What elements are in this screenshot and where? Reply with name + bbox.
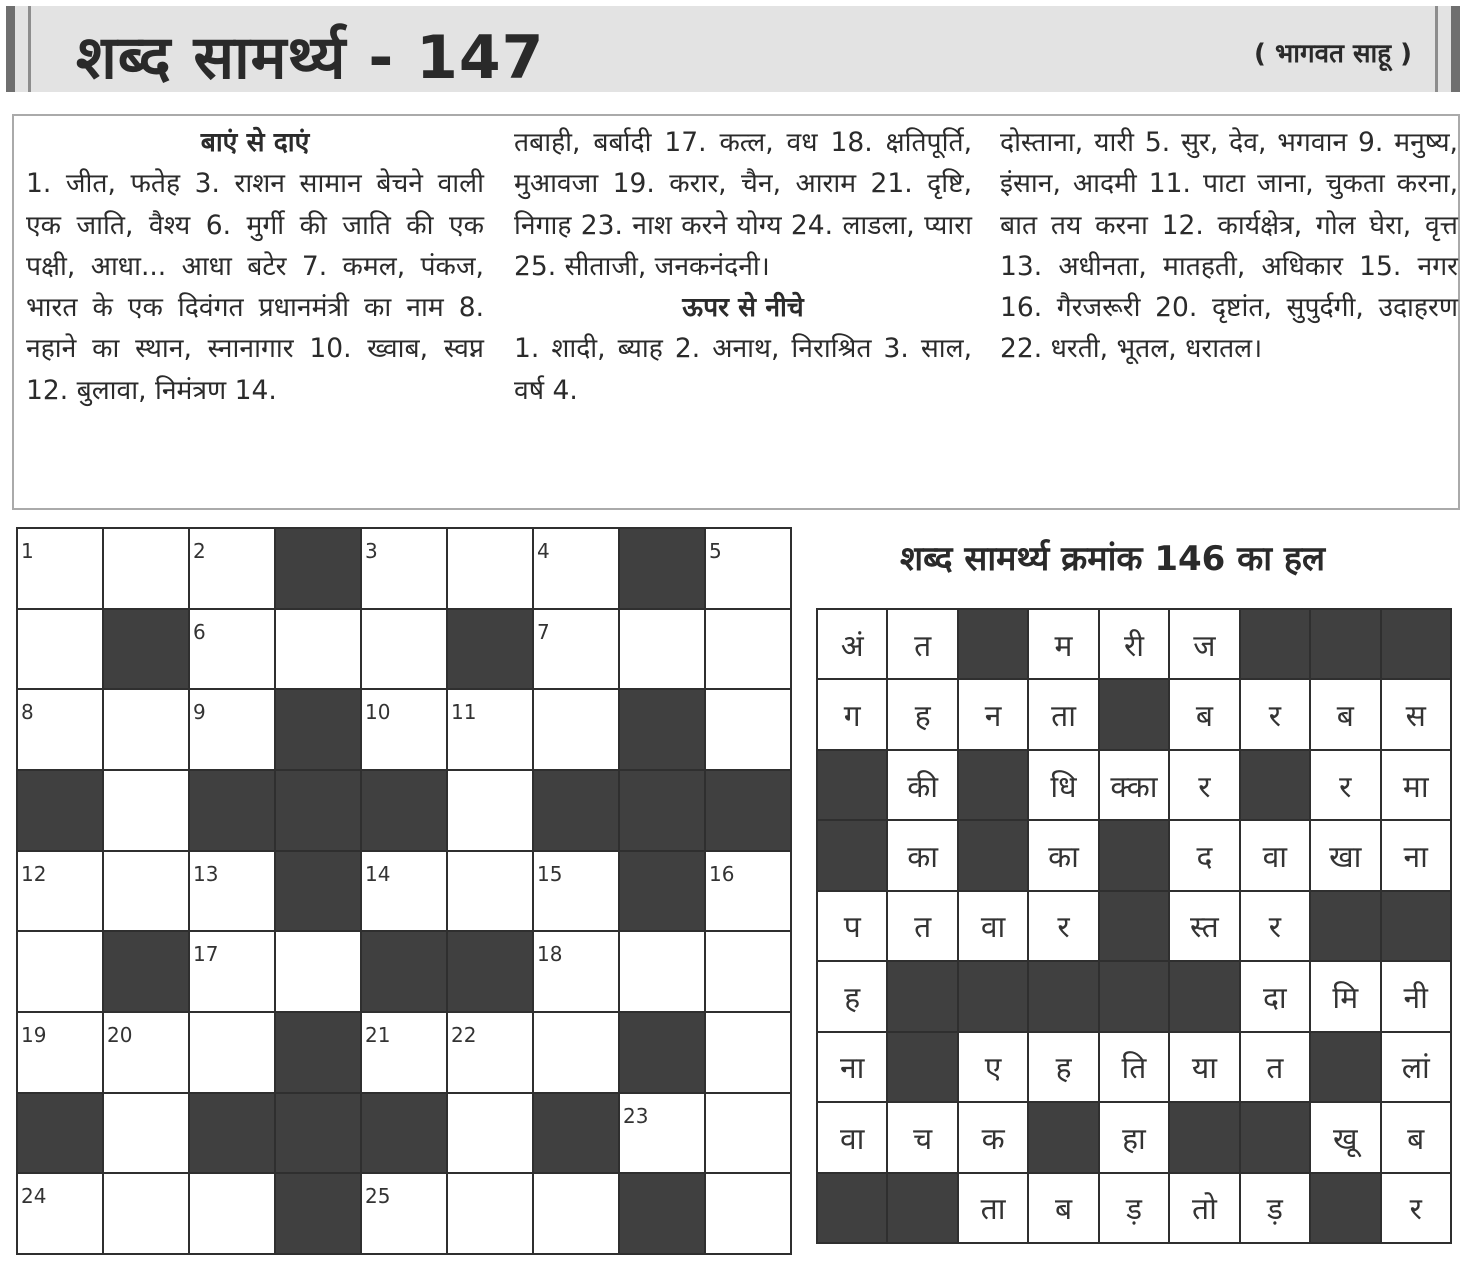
- solution-cell: खा: [1310, 820, 1380, 890]
- solution-cell: ह: [887, 679, 957, 749]
- solution-black-cell: [887, 1032, 957, 1102]
- solution-cell: ना: [817, 1032, 887, 1102]
- grid-cell[interactable]: [705, 1012, 791, 1093]
- clue-number: 23: [623, 1103, 649, 1128]
- header-right-rule: [1435, 6, 1438, 92]
- crossword-grid: [16, 527, 792, 1255]
- solution-black-cell: [817, 1173, 887, 1244]
- solution-cell: त: [1240, 1032, 1310, 1102]
- grid-cell[interactable]: [619, 1093, 705, 1174]
- solution-row: [817, 820, 1451, 890]
- grid-cell[interactable]: [705, 609, 791, 690]
- grid-row: [17, 851, 791, 932]
- solution-black-cell: [1028, 961, 1098, 1031]
- clue-number: 25: [365, 1184, 391, 1209]
- clues-column-1: [26, 122, 484, 411]
- black-cell: [619, 770, 705, 851]
- black-cell: [619, 851, 705, 932]
- solution-cell: वा: [817, 1102, 887, 1172]
- solution-cell: धि: [1028, 750, 1098, 820]
- black-cell: [275, 770, 361, 851]
- solution-cell: र: [1310, 750, 1380, 820]
- solution-row: [817, 891, 1451, 961]
- grid-cell[interactable]: [533, 1012, 619, 1093]
- clue-number: 18: [537, 942, 563, 967]
- grid-cell[interactable]: [189, 931, 275, 1012]
- black-cell: [361, 931, 447, 1012]
- solution-black-cell: [887, 961, 957, 1031]
- grid-cell[interactable]: [17, 851, 103, 932]
- grid-row: [17, 1173, 791, 1254]
- black-cell: [103, 609, 189, 690]
- black-cell: [447, 931, 533, 1012]
- solution-black-cell: [958, 609, 1028, 679]
- solution-cell: की: [887, 750, 957, 820]
- grid-cell[interactable]: [103, 1093, 189, 1174]
- solution-cell: ज: [1169, 609, 1239, 679]
- grid-cell[interactable]: [705, 1093, 791, 1174]
- grid-cell[interactable]: [189, 689, 275, 770]
- header-left-bar: [6, 6, 15, 92]
- solution-title: शब्द सामर्थ्य क्रमांक 146 का हल: [900, 539, 1326, 579]
- black-cell: [17, 1093, 103, 1174]
- grid-cell[interactable]: [275, 931, 361, 1012]
- grid-cell[interactable]: [103, 1173, 189, 1254]
- grid-cell[interactable]: [17, 689, 103, 770]
- solution-row: [817, 750, 1451, 820]
- black-cell: [189, 770, 275, 851]
- solution-black-cell: [958, 750, 1028, 820]
- grid-cell[interactable]: [189, 1173, 275, 1254]
- solution-black-cell: [1099, 820, 1169, 890]
- grid-cell[interactable]: [447, 528, 533, 609]
- grid-row: [17, 609, 791, 690]
- black-cell: [275, 1173, 361, 1254]
- clue-number: 15: [537, 861, 563, 886]
- black-cell: [533, 1093, 619, 1174]
- solution-black-cell: [1381, 891, 1452, 961]
- solution-black-cell: [1169, 961, 1239, 1031]
- solution-grid: [816, 608, 1452, 1244]
- solution-black-cell: [1028, 1102, 1098, 1172]
- grid-row: [17, 770, 791, 851]
- grid-cell[interactable]: [533, 851, 619, 932]
- solution-cell: अं: [817, 609, 887, 679]
- solution-black-cell: [1169, 1102, 1239, 1172]
- solution-black-cell: [1099, 679, 1169, 749]
- black-cell: [103, 931, 189, 1012]
- grid-row: [17, 1093, 791, 1174]
- black-cell: [275, 528, 361, 609]
- solution-cell: ता: [958, 1173, 1028, 1244]
- grid-cell[interactable]: [705, 528, 791, 609]
- solution-cell: ति: [1099, 1032, 1169, 1102]
- grid-cell[interactable]: [619, 609, 705, 690]
- grid-cell[interactable]: [17, 528, 103, 609]
- solution-cell: ड़: [1099, 1173, 1169, 1244]
- down-clues-part-1: 1. शादी, ब्याह 2. अनाथ, निराश्रित 3. साल, वर्ष 4.: [514, 333, 972, 406]
- grid-cell[interactable]: [361, 1173, 447, 1254]
- solution-black-cell: [1381, 609, 1452, 679]
- header-left-rule: [28, 6, 31, 92]
- clue-number: 6: [193, 619, 206, 644]
- clue-number: 16: [709, 861, 735, 886]
- solution-cell: ब: [1310, 679, 1380, 749]
- solution-black-cell: [887, 1173, 957, 1244]
- grid-row: [17, 931, 791, 1012]
- grid-cell[interactable]: [447, 1093, 533, 1174]
- solution-black-cell: [958, 820, 1028, 890]
- clue-number: 5: [709, 539, 722, 563]
- solution-cell: ग: [817, 679, 887, 749]
- solution-row: [817, 609, 1451, 679]
- solution-cell: री: [1099, 609, 1169, 679]
- grid-cell[interactable]: [533, 689, 619, 770]
- grid-cell[interactable]: [361, 851, 447, 932]
- solution-cell: का: [1028, 820, 1098, 890]
- black-cell: [705, 770, 791, 851]
- solution-cell: मि: [1310, 961, 1380, 1031]
- header-right-bar: [1451, 6, 1460, 92]
- grid-cell[interactable]: [533, 931, 619, 1012]
- black-cell: [189, 1093, 275, 1174]
- clue-number: 19: [21, 1022, 47, 1047]
- grid-cell[interactable]: [447, 1173, 533, 1254]
- solution-cell: ड़: [1240, 1173, 1310, 1244]
- grid-cell[interactable]: [189, 609, 275, 690]
- clue-number: 12: [21, 861, 47, 886]
- clue-number: 1: [21, 539, 34, 563]
- solution-cell: वा: [958, 891, 1028, 961]
- solution-black-cell: [1310, 891, 1380, 961]
- solution-cell: र: [1169, 750, 1239, 820]
- grid-cell[interactable]: [533, 1173, 619, 1254]
- black-cell: [17, 770, 103, 851]
- solution-cell: लां: [1381, 1032, 1452, 1102]
- solution-cell: क: [958, 1102, 1028, 1172]
- solution-cell: ब: [1381, 1102, 1452, 1172]
- solution-row: [817, 1173, 1451, 1244]
- solution-cell: नी: [1381, 961, 1452, 1031]
- grid-cell[interactable]: [447, 1012, 533, 1093]
- clues-column-2: [514, 122, 972, 411]
- grid-cell[interactable]: [705, 851, 791, 932]
- solution-black-cell: [817, 820, 887, 890]
- solution-cell: वा: [1240, 820, 1310, 890]
- solution-cell: मा: [1381, 750, 1452, 820]
- solution-cell: त: [887, 609, 957, 679]
- grid-cell[interactable]: [705, 931, 791, 1012]
- grid-cell[interactable]: [103, 851, 189, 932]
- down-heading: ऊपर से नीचे: [682, 292, 804, 324]
- grid-cell[interactable]: [447, 770, 533, 851]
- clue-number: 7: [537, 619, 550, 644]
- clue-number: 2: [193, 539, 206, 563]
- header-banner: [6, 6, 1460, 92]
- solution-cell: तो: [1169, 1173, 1239, 1244]
- solution-cell: म: [1028, 609, 1098, 679]
- solution-cell: स: [1381, 679, 1452, 749]
- grid-row: [17, 1012, 791, 1093]
- clues-box: [12, 114, 1460, 510]
- grid-cell[interactable]: [361, 609, 447, 690]
- solution-cell: र: [1381, 1173, 1452, 1244]
- grid-cell[interactable]: [103, 1012, 189, 1093]
- grid-cell[interactable]: [17, 1173, 103, 1254]
- grid-cell[interactable]: [189, 851, 275, 932]
- solution-black-cell: [1240, 1102, 1310, 1172]
- solution-cell: र: [1028, 891, 1098, 961]
- solution-black-cell: [1099, 891, 1169, 961]
- black-cell: [447, 609, 533, 690]
- grid-cell[interactable]: [17, 609, 103, 690]
- clue-number: 17: [193, 942, 219, 967]
- black-cell: [275, 851, 361, 932]
- solution-black-cell: [1240, 750, 1310, 820]
- grid-cell[interactable]: [361, 689, 447, 770]
- solution-cell: ब: [1169, 679, 1239, 749]
- clue-number: 11: [451, 700, 477, 725]
- page-title: शब्द सामर्थ्य - 147: [76, 23, 545, 93]
- across-heading: बाएं से दाएं: [200, 127, 310, 158]
- grid-cell[interactable]: [189, 528, 275, 609]
- grid-cell[interactable]: [533, 609, 619, 690]
- solution-cell: ना: [1381, 820, 1452, 890]
- solution-row: [817, 1032, 1451, 1102]
- solution-row: [817, 961, 1451, 1031]
- grid-cell[interactable]: [361, 1012, 447, 1093]
- solution-cell: खू: [1310, 1102, 1380, 1172]
- black-cell: [619, 528, 705, 609]
- clue-number: 22: [451, 1022, 477, 1047]
- black-cell: [275, 1012, 361, 1093]
- clues-column-3: [1000, 122, 1458, 370]
- clue-number: 21: [365, 1022, 391, 1047]
- grid-cell[interactable]: [17, 931, 103, 1012]
- grid-cell[interactable]: [533, 528, 619, 609]
- solution-cell: स्त: [1169, 891, 1239, 961]
- grid-cell[interactable]: [447, 689, 533, 770]
- clue-number: 24: [21, 1184, 47, 1209]
- solution-cell: का: [887, 820, 957, 890]
- solution-cell: ह: [1028, 1032, 1098, 1102]
- solution-black-cell: [1099, 961, 1169, 1031]
- grid-cell[interactable]: [103, 770, 189, 851]
- solution-black-cell: [1240, 609, 1310, 679]
- clue-number: 13: [193, 861, 219, 886]
- grid-cell[interactable]: [103, 528, 189, 609]
- solution-cell: र: [1240, 679, 1310, 749]
- black-cell: [275, 689, 361, 770]
- solution-row: [817, 1102, 1451, 1172]
- clue-number: 14: [365, 861, 391, 886]
- solution-cell: प: [817, 891, 887, 961]
- solution-cell: ए: [958, 1032, 1028, 1102]
- grid-cell[interactable]: [275, 609, 361, 690]
- solution-black-cell: [1310, 1173, 1380, 1244]
- clue-number: 8: [21, 700, 34, 725]
- across-clues-part-2: तबाही, बर्बादी 17. कत्ल, वध 18. क्षतिपूर्ति, मुआवजा 19. करार, चैन, आराम 21. दृष्टि, निगाह 23. नाश करने योग्य 24. लाडला, प्यारा 25. सीताजी, जनकनंदनी।: [514, 127, 972, 282]
- solution-cell: त: [887, 891, 957, 961]
- solution-row: [817, 679, 1451, 749]
- solution-cell: ब: [1028, 1173, 1098, 1244]
- clue-number: 4: [537, 539, 550, 563]
- solution-cell: र: [1240, 891, 1310, 961]
- solution-black-cell: [958, 961, 1028, 1031]
- clue-number: 9: [193, 700, 206, 725]
- grid-cell[interactable]: [189, 1012, 275, 1093]
- author-credit: ( भागवत साहू ): [1254, 39, 1412, 69]
- solution-cell: क्का: [1099, 750, 1169, 820]
- across-clues-part-1: 1. जीत, फतेह 3. राशन सामान बेचने वाली एक जाति, वैश्य 6. मुर्गी की जाति की एक पक्षी, आधा... आधा बटेर 7. कमल, पंकज, भारत के एक दिवंगत प्रधानमंत्री का नाम 8. नहाने का स्थान, स्नानागार 10. ख्वाब, स्वप्न 12. बुलावा, निमंत्रण 14.: [26, 168, 484, 406]
- solution-cell: न: [958, 679, 1028, 749]
- grid-cell[interactable]: [705, 689, 791, 770]
- grid-row: [17, 689, 791, 770]
- grid-cell[interactable]: [447, 851, 533, 932]
- grid-cell[interactable]: [361, 528, 447, 609]
- black-cell: [361, 1093, 447, 1174]
- clue-number: 10: [365, 700, 391, 725]
- down-clues-part-2: दोस्ताना, यारी 5. सुर, देव, भगवान 9. मनुष्य, इंसान, आदमी 11. पाटा जाना, चुकता करना, बात तय करना 12. कार्यक्षेत्र, गोल घेरा, वृत्त 13. अधीनता, मातहती, अधिकार 15. नगर 16. गैरजरूरी 20. दृष्टांत, सुपुर्दगी, उदाहरण 22. धरती, भूतल, धरातल।: [1000, 127, 1458, 365]
- solution-cell: द: [1169, 820, 1239, 890]
- solution-cell: दा: [1240, 961, 1310, 1031]
- black-cell: [533, 770, 619, 851]
- clue-number: 20: [107, 1022, 133, 1047]
- grid-cell[interactable]: [103, 689, 189, 770]
- grid-cell[interactable]: [619, 931, 705, 1012]
- solution-cell: च: [887, 1102, 957, 1172]
- solution-black-cell: [817, 750, 887, 820]
- black-cell: [619, 1173, 705, 1254]
- solution-cell: या: [1169, 1032, 1239, 1102]
- solution-cell: ह: [817, 961, 887, 1031]
- solution-black-cell: [1310, 1032, 1380, 1102]
- solution-black-cell: [1310, 609, 1380, 679]
- solution-cell: ता: [1028, 679, 1098, 749]
- black-cell: [619, 1012, 705, 1093]
- clue-number: 3: [365, 539, 378, 563]
- grid-row: [17, 528, 791, 609]
- grid-cell[interactable]: [705, 1173, 791, 1254]
- black-cell: [619, 689, 705, 770]
- black-cell: [275, 1093, 361, 1174]
- black-cell: [361, 770, 447, 851]
- solution-cell: हा: [1099, 1102, 1169, 1172]
- grid-cell[interactable]: [17, 1012, 103, 1093]
